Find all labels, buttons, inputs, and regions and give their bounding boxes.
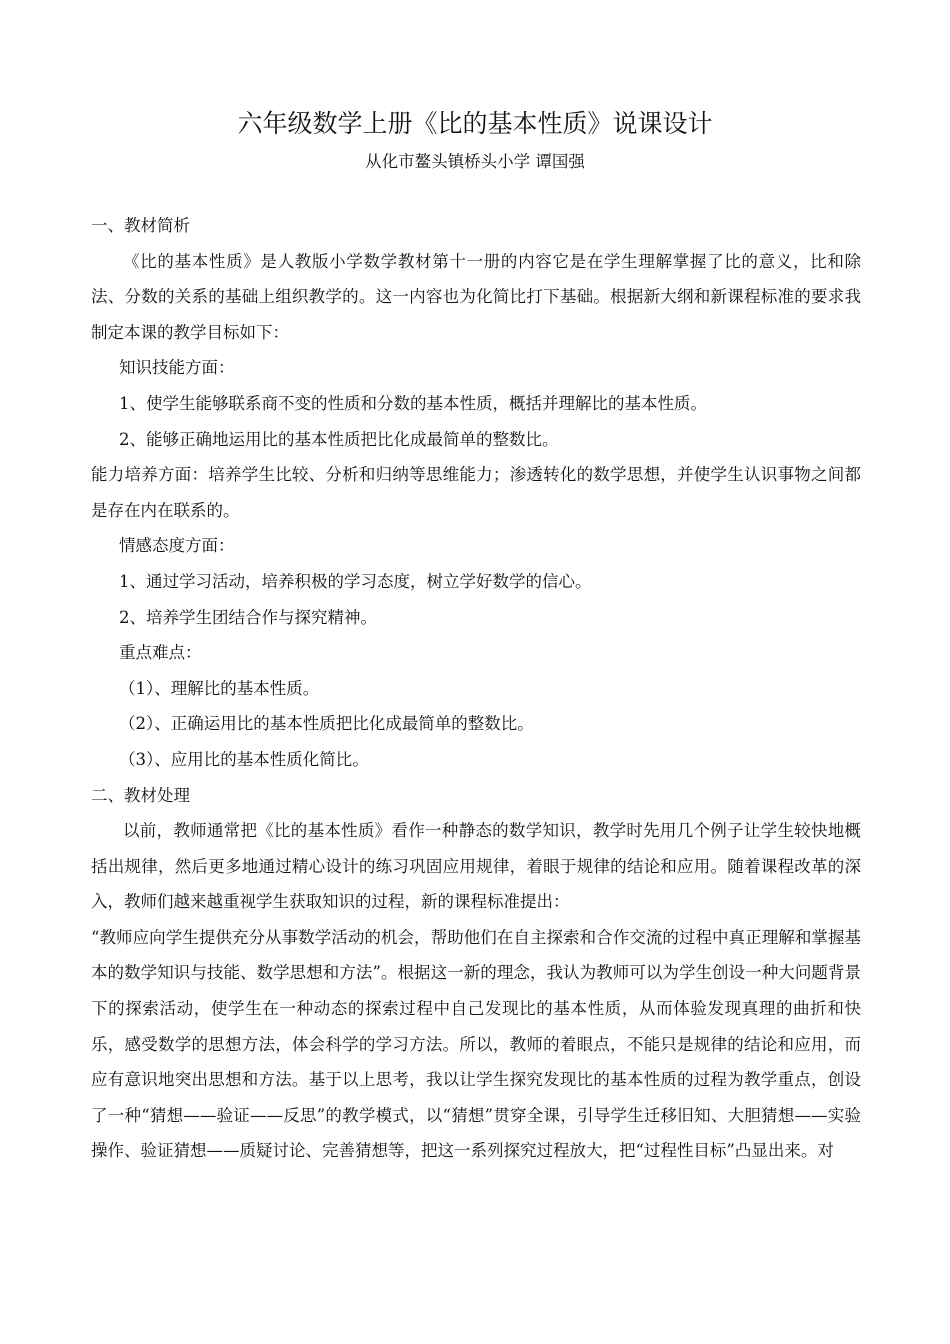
list-item: 2、培养学生团结合作与探究精神。 (119, 607, 377, 627)
section-heading: 一、教材简析 (91, 216, 190, 235)
subheading: 情感态度方面： (119, 536, 235, 556)
paragraph: “教师应向学生提供充分从事数学活动的机会，帮助他们在自主探索和合作交流的过程中真正理解和掌握基本的数学知识与技能、数学思想和方法”。根据这一新的理念，我认为教师可以为学生创设一种大问题背景下的探索活动，使学生在一种动态的探索过程中自己发现比的基本性质，从而体验发现真理的曲折和快乐，感受数学的思想方法，体会科学的学习方法。所以，教师的着眼点，不能只是规律的结论和应用，而应有意识地突出思想和方法。基于以上思考，我以让学生探究发现比的基本性质的过程为教学重点，创设了一种“猜想——验证——反思”的教学模式，以“猜想”贯穿全课，引导学生迁移旧知、大胆猜想——实验操作、验证猜想——质疑讨论、完善猜想等，把这一系列探究过程放大，把“过程性目标”凸显出来。对 (91, 927, 861, 1161)
list-item: 2、能够正确地运用比的基本性质把比化成最简单的整数比。 (119, 429, 559, 449)
list-item: （2）、正确运用比的基本性质把比化成最简单的整数比。 (119, 714, 534, 734)
author-line: 从化市鳌头镇桥头小学 谭国强 (365, 152, 585, 171)
subheading: 重点难点： (119, 643, 202, 663)
list-item: 1、通过学习活动，培养积极的学习态度，树立学好数学的信心。 (119, 571, 592, 591)
section-heading: 二、教材处理 (91, 785, 190, 805)
document-title: 六年级数学上册《比的基本性质》说课设计 (237, 109, 713, 138)
list-item: （1）、理解比的基本性质。 (119, 678, 320, 698)
document-body (91, 208, 861, 1169)
paragraph: 能力培养方面：培养学生比较、分析和归纳等思维能力；渗透转化的数学思想，并使学生认识事物之间都是存在内在联系的。 (91, 465, 861, 520)
list-item: 1、使学生能够联系商不变的性质和分数的基本性质，概括并理解比的基本性质。 (119, 393, 707, 413)
subheading: 知识技能方面： (119, 358, 235, 378)
paragraph: 以前，教师通常把《比的基本性质》看作一种静态的数学知识，教学时先用几个例子让学生较快地概括出规律，然后更多地通过精心设计的练习巩固应用规律，着眼于规律的结论和应用。随着课程改革的深入，教师们越来越重视学生获取知识的过程，新的课程标准提出： (91, 821, 861, 912)
list-item: （3）、应用比的基本性质化简比。 (119, 749, 369, 769)
paragraph: 《比的基本性质》是人教版小学数学教材第十一册的内容它是在学生理解掌握了比的意义，比和除法、分数的关系的基础上组织教学的。这一内容也为化简比打下基础。根据新大纲和新课程标准的要求我制定本课的教学目标如下： (91, 251, 861, 342)
